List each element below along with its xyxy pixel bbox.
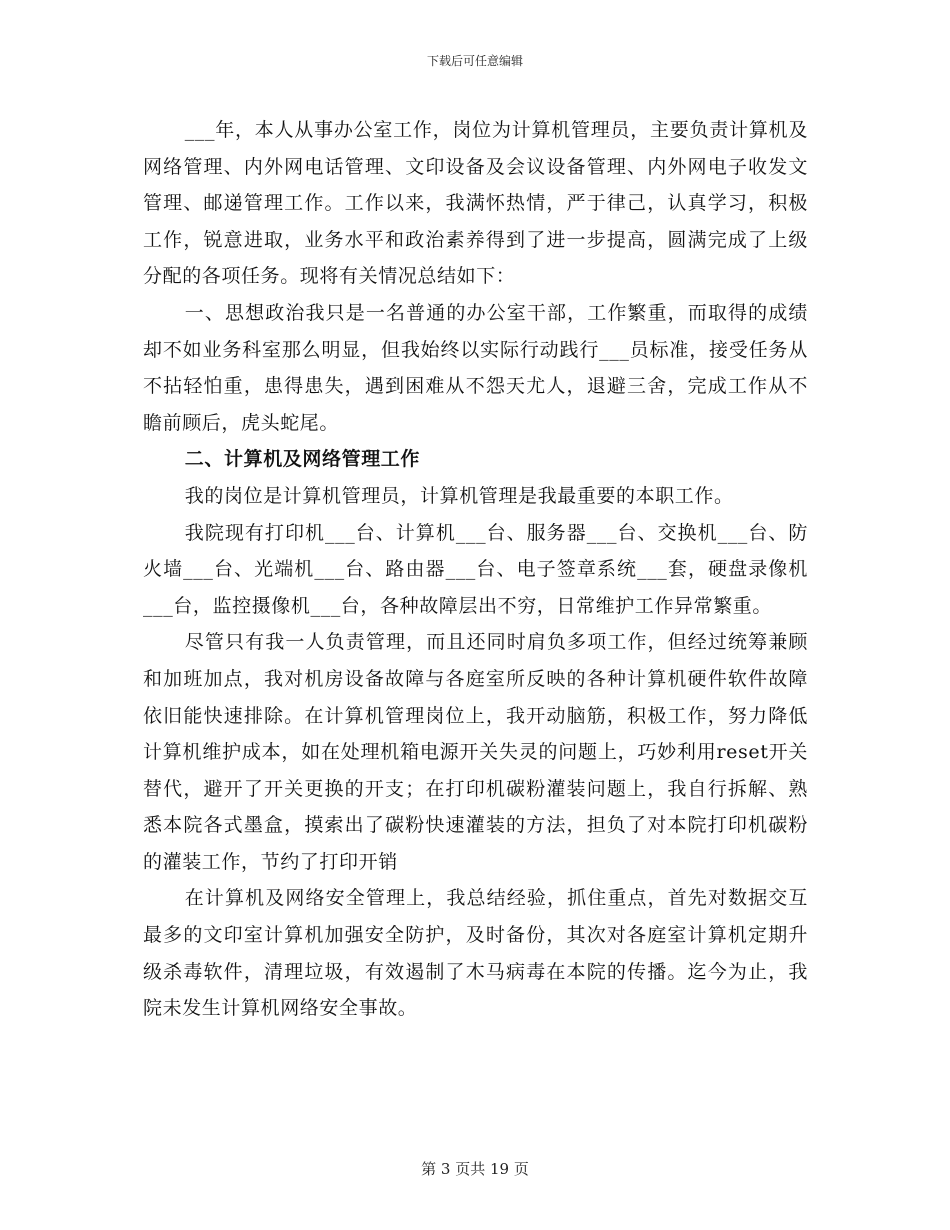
page-footer: 第 3 页共 19 页 [421, 1160, 529, 1178]
document-body [143, 112, 808, 1027]
section-one-paragraph: 一、思想政治我只是一名普通的办公室干部，工作繁重，而取得的成绩却不如业务科室那么明显，但我始终以实际行动践行___员标准，接受任务从不拈轻怕重，患得患失，遇到困难从不怨天尤人，退避三舍，完成工作从不瞻前顾后，虎头蛇尾。 [143, 301, 808, 434]
page-header: 下载后可任意编辑 [426, 54, 523, 68]
role-paragraph: 我的岗位是计算机管理员，计算机管理是我最重要的本职工作。 [184, 484, 734, 507]
equipment-paragraph: 我院现有打印机___台、计算机___台、服务器___台、交换机___台、防火墙___台、光端机___台、路由器___台、电子签章系统___套，硬盘录像机___台，监控摄像机___台，各种故障层出不穷，日常维护工作异常繁重。 [143, 521, 808, 617]
security-paragraph: 在计算机及网络安全管理上，我总结经验，抓住重点，首先对数据交互最多的文印室计算机加强安全防护，及时备份，其次对各庭室计算机定期升级杀毒软件，清理垃圾，有效遏制了木马病毒在本院的传播。迄今为止，我院未发生计算机网络安全事故。 [143, 887, 808, 1020]
section-two-heading: 二、计算机及网络管理工作 [184, 448, 420, 471]
maintenance-paragraph: 尽管只有我一人负责管理，而且还同时肩负多项工作，但经过统筹兼顾和加班加点，我对机房设备故障与各庭室所反映的各种计算机硬件软件故障依旧能快速排除。在计算机管理岗位上，我开动脑筋，积极工作，努力降低计算机维护成本，如在处理机箱电源开关失灵的问题上，巧妙利用reset开关替代，避开了开关更换的开支；在打印机碳粉灌装问题上，我自行拆解、熟悉本院各式墨盒，摸索出了碳粉快速灌装的方法，担负了对本院打印机碳粉的灌装工作，节约了打印开销 [143, 631, 808, 873]
intro-paragraph: ___年，本人从事办公室工作，岗位为计算机管理员，主要负责计算机及网络管理、内外网电话管理、文印设备及会议设备管理、内外网电子收发文管理、邮递管理工作。工作以来，我满怀热情，严于律己，认真学习，积极工作，锐意进取，业务水平和政治素养得到了进一步提高，圆满完成了上级分配的各项任务。现将有关情况总结如下： [143, 119, 808, 288]
